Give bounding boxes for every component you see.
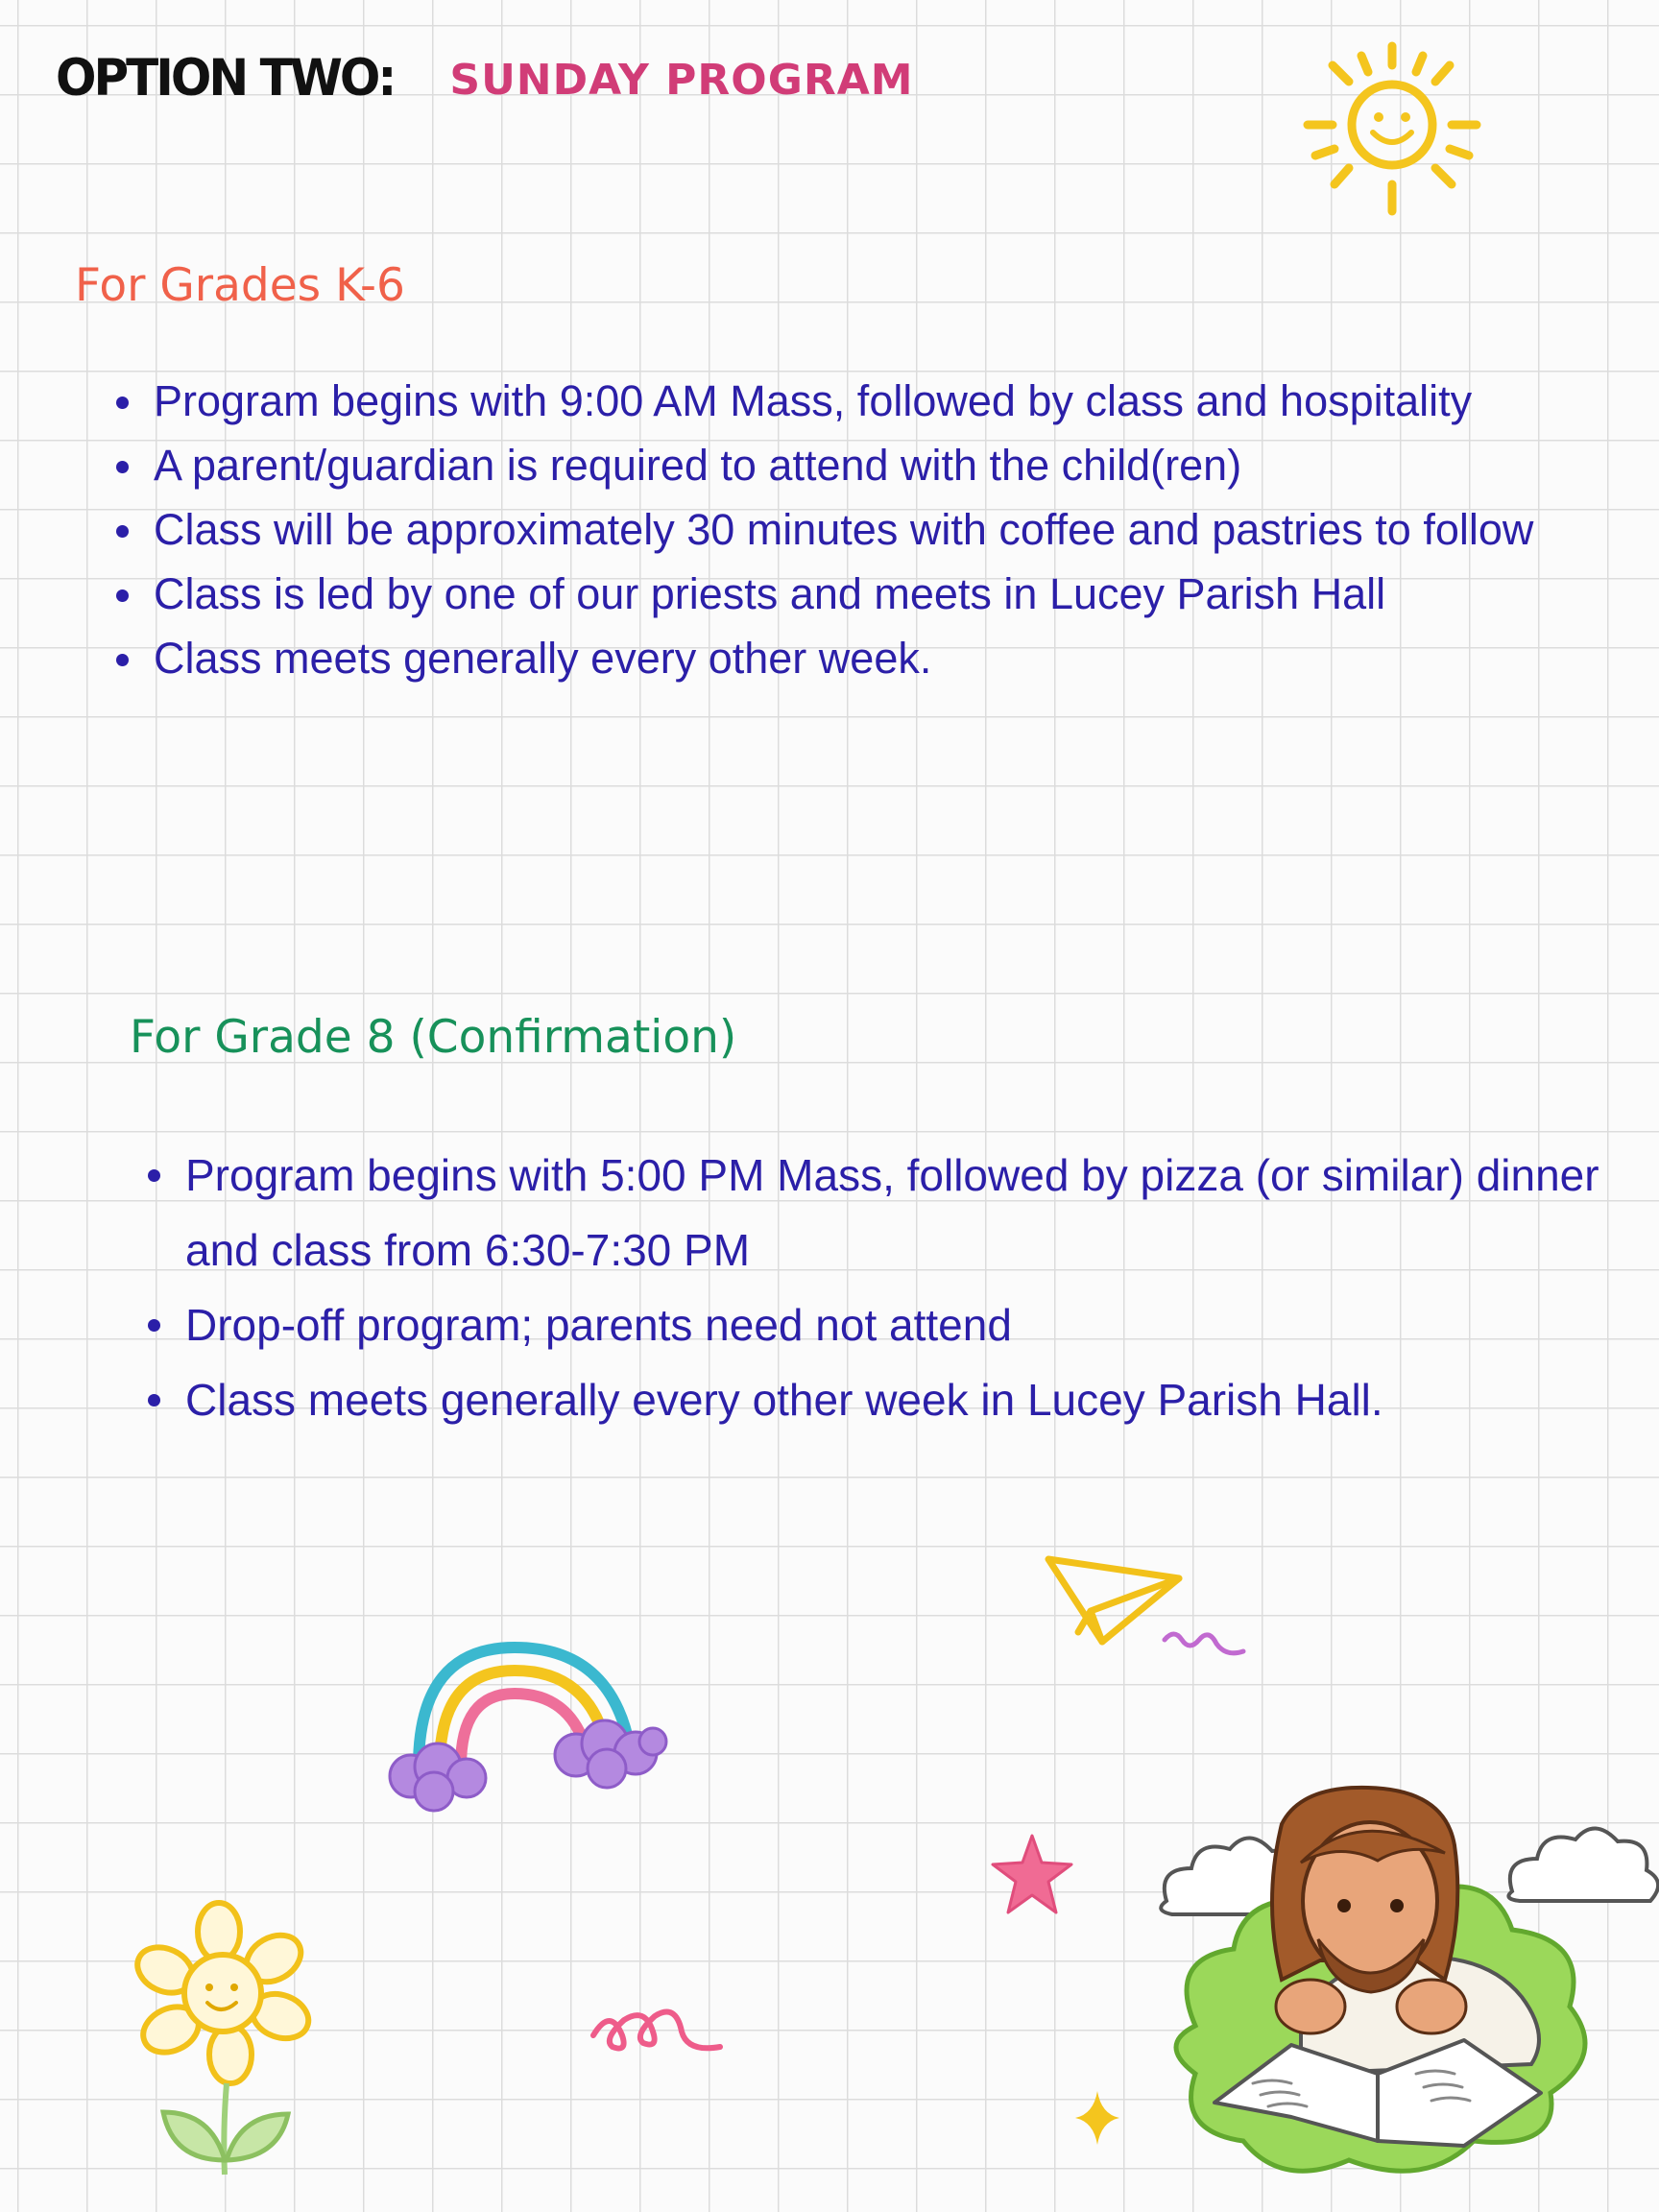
- list-item: A parent/guardian is required to attend with the child(ren): [112, 433, 1610, 497]
- list-item: Class is led by one of our priests and meets in Lucey Parish Hall: [112, 562, 1610, 626]
- jesus-reading-illustration: [1147, 1786, 1647, 2189]
- star-icon: [989, 1832, 1075, 1918]
- list-item: Program begins with 5:00 PM Mass, followed by pizza (or similar) dinner and class from 6:30-7:30 PM: [144, 1138, 1651, 1287]
- flower-icon: [134, 1901, 317, 2179]
- program-label: SUNDAY PROGRAM: [449, 56, 914, 105]
- page-header: [56, 50, 914, 106]
- sparkle-icon: [1073, 2089, 1121, 2147]
- list-item: Drop-off program; parents need not attend: [144, 1287, 1651, 1362]
- grades-k6-heading: For Grades K-6: [75, 259, 405, 312]
- grades-k6-list: [112, 369, 1610, 690]
- swirl-icon: [588, 1997, 741, 2083]
- grade8-list: [144, 1138, 1651, 1437]
- grade8-heading: For Grade 8 (Confirmation): [130, 1011, 737, 1064]
- list-item: Class meets generally every other week in Lucey Parish Hall.: [144, 1362, 1651, 1437]
- option-label: OPTION TWO:: [56, 48, 395, 108]
- list-item: Program begins with 9:00 AM Mass, followed by class and hospitality: [112, 369, 1610, 433]
- rainbow-icon: [384, 1623, 682, 1815]
- sun-icon: [1286, 29, 1498, 221]
- list-item: Class will be approximately 30 minutes with coffee and pastries to follow: [112, 497, 1610, 562]
- list-item: Class meets generally every other week.: [112, 626, 1610, 690]
- paper-plane-icon: [1045, 1555, 1265, 1699]
